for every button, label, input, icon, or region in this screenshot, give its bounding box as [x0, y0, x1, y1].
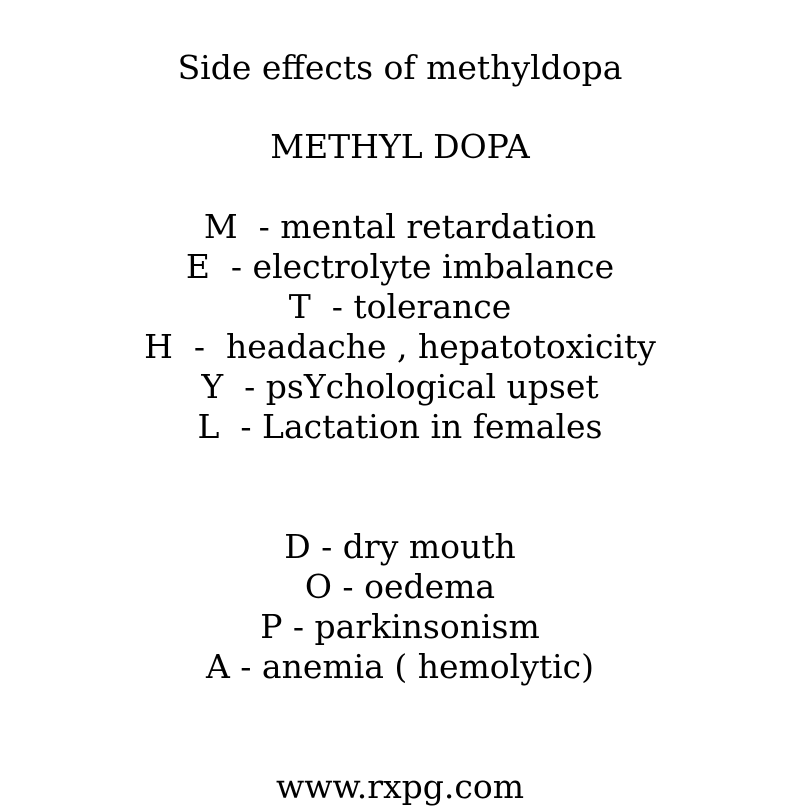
- list-item: D - dry mouth: [284, 527, 516, 566]
- page-title: Side effects of methyldopa: [177, 48, 623, 87]
- list-item: T - tolerance: [288, 287, 512, 326]
- list-item: P - parkinsonism: [260, 607, 540, 646]
- list-item: O - oedema: [304, 567, 496, 606]
- list-item: E - electrolyte imbalance: [185, 247, 615, 286]
- list-item: Y - psYchological upset: [201, 367, 599, 406]
- footer-url: www.rxpg.com: [275, 767, 525, 806]
- list-item: A - anemia ( hemolytic): [205, 647, 595, 686]
- mnemonic-heading: METHYL DOPA: [270, 127, 530, 166]
- list-item: H - headache , hepatotoxicity: [144, 327, 656, 366]
- list-item: M - mental retardation: [203, 207, 597, 246]
- list-item: L - Lactation in females: [197, 407, 603, 446]
